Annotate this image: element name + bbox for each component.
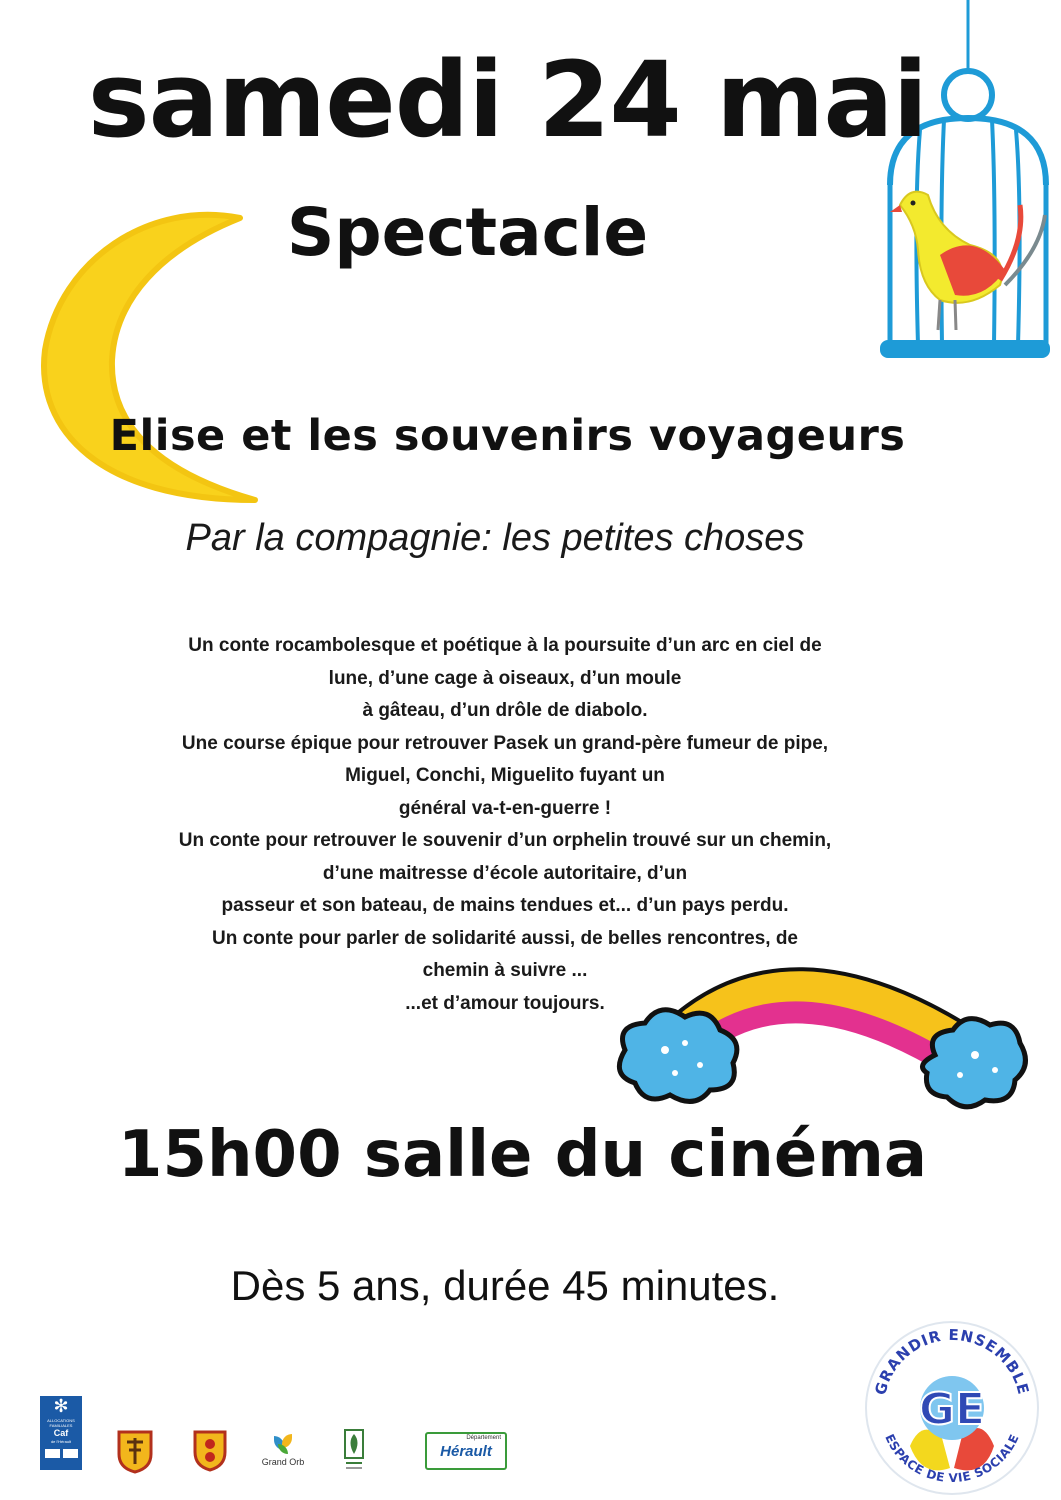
description-line: d’une maitresse d’école autoritaire, d’un bbox=[322, 862, 688, 884]
herault-logo bbox=[425, 1432, 507, 1470]
herault-label: Hérault bbox=[440, 1443, 492, 1460]
description-line: passeur et son bateau, de mains tendues et... d’un pays perdu. bbox=[221, 895, 789, 916]
leaf-icon bbox=[258, 1432, 308, 1456]
grand-orb-logo bbox=[258, 1432, 308, 1472]
audience-info: Dès 5 ans, durée 45 minutes. bbox=[230, 1262, 780, 1309]
show-description bbox=[80, 630, 930, 1020]
description-line: chemin à suivre ... bbox=[422, 960, 588, 981]
company-credit: Par la compagnie: les petites choses bbox=[185, 517, 805, 559]
coat-of-arms-icon bbox=[117, 1430, 153, 1474]
description-line: Un conte pour retrouver le souvenir d’un orphelin trouvé sur un chemin, bbox=[178, 830, 832, 851]
coat-of-arms-icon bbox=[193, 1430, 227, 1472]
description-line: général va-t-en-guerre ! bbox=[398, 797, 612, 819]
event-time-place: 15h00 salle du cinéma bbox=[117, 1118, 928, 1192]
grand-orb-label: Grand Orb bbox=[261, 1457, 305, 1467]
ge-top-text: GRANDIR ENSEMBLE bbox=[871, 1325, 1033, 1397]
description-line: Miguel, Conchi, Miguelito fuyant un bbox=[345, 765, 665, 786]
event-type: Spectacle bbox=[286, 194, 649, 271]
description-line: Un conte pour parler de solidarité aussi, de belles rencontres, de bbox=[211, 927, 798, 949]
description-line: lune, d’une cage à oiseaux, d’un moule bbox=[328, 667, 682, 689]
snowflake-icon: ✻ bbox=[53, 1396, 69, 1417]
ge-initials: GE bbox=[918, 1384, 986, 1435]
grandir-ensemble-logo bbox=[862, 1318, 1042, 1498]
event-date: samedi 24 mai bbox=[87, 39, 928, 161]
herault-top-label: Département bbox=[466, 1435, 501, 1441]
caf-line2: FAMILIALES bbox=[49, 1423, 73, 1428]
pays-logo bbox=[343, 1428, 365, 1474]
caf-line3: Caf bbox=[53, 1428, 69, 1438]
description-line: Un conte rocambolesque et poétique à la poursuite d’un arc en ciel de bbox=[188, 635, 822, 656]
caf-line1: ALLOCATIONS bbox=[47, 1418, 75, 1423]
caf-line4: de l'Hérault bbox=[50, 1439, 72, 1444]
ge-bottom-text: ESPACE DE VIE SOCIALE bbox=[882, 1431, 1022, 1486]
description-line: ...et d’amour toujours. bbox=[405, 992, 605, 1014]
description-line: à gâteau, d’un drôle de diabolo. bbox=[362, 700, 648, 721]
caf-logo bbox=[40, 1396, 82, 1470]
show-title: Elise et les souvenirs voyageurs bbox=[109, 411, 906, 461]
description-line: Une course épique pour retrouver Pasek un grand-père fumeur de pipe, bbox=[181, 732, 829, 754]
